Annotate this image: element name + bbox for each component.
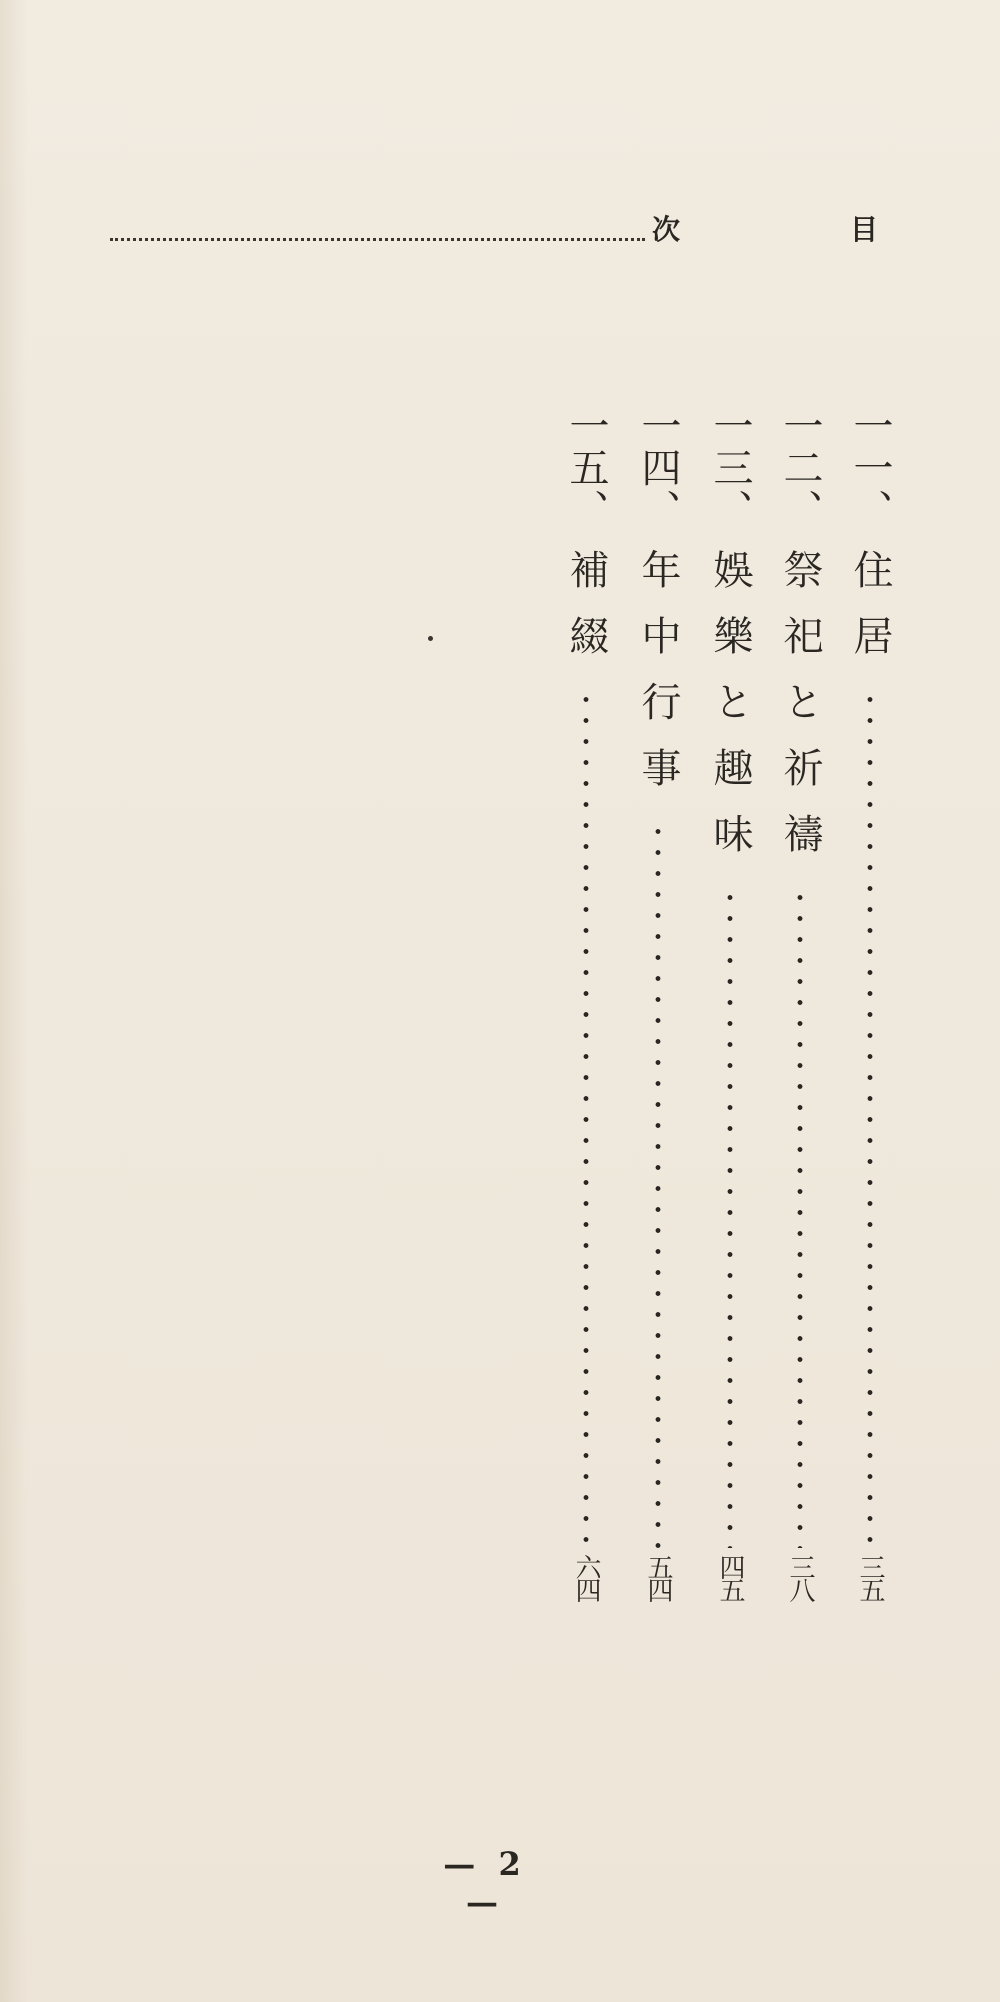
bleed-through-texture <box>90 330 140 1030</box>
toc-entry-11 <box>840 405 900 1600</box>
entry-title: 娛樂と趣味 <box>707 549 753 879</box>
entry-number: 一二、 <box>777 405 823 531</box>
entry-page-number: 三八 <box>785 1554 815 1600</box>
entry-page-number: 五四 <box>643 1554 673 1600</box>
entry-title: 補綴 <box>563 549 609 681</box>
dot-leader <box>867 689 873 1548</box>
entry-page-number: 三五 <box>855 1554 885 1600</box>
entry-page-number: 四五 <box>715 1554 745 1600</box>
toc-entry-14 <box>628 405 688 1600</box>
entry-title: 住居 <box>847 549 893 681</box>
ink-fleck <box>428 636 433 641</box>
toc-entry-12 <box>770 405 830 1600</box>
entry-number: 一五、 <box>563 405 609 531</box>
entry-title: 祭祀と祈禱 <box>777 549 823 879</box>
dot-leader <box>655 821 661 1548</box>
toc-entry-15 <box>556 405 616 1600</box>
toc-entry-13 <box>700 405 760 1600</box>
header-char-ji: 次 <box>652 213 681 246</box>
entry-page-number: 六四 <box>571 1554 601 1600</box>
toc-header <box>110 210 890 260</box>
dot-leader <box>727 887 733 1548</box>
page-number-footer: — 2 — <box>443 1845 527 1921</box>
entry-number: 一四、 <box>635 405 681 531</box>
dot-leader <box>583 689 589 1548</box>
entry-number: 一三、 <box>707 405 753 531</box>
header-dotted-rule <box>110 238 645 241</box>
header-char-moku: 目 <box>850 213 879 246</box>
entry-title: 年中行事 <box>635 549 681 813</box>
entry-number: 一一、 <box>847 405 893 531</box>
dot-leader <box>797 887 803 1548</box>
